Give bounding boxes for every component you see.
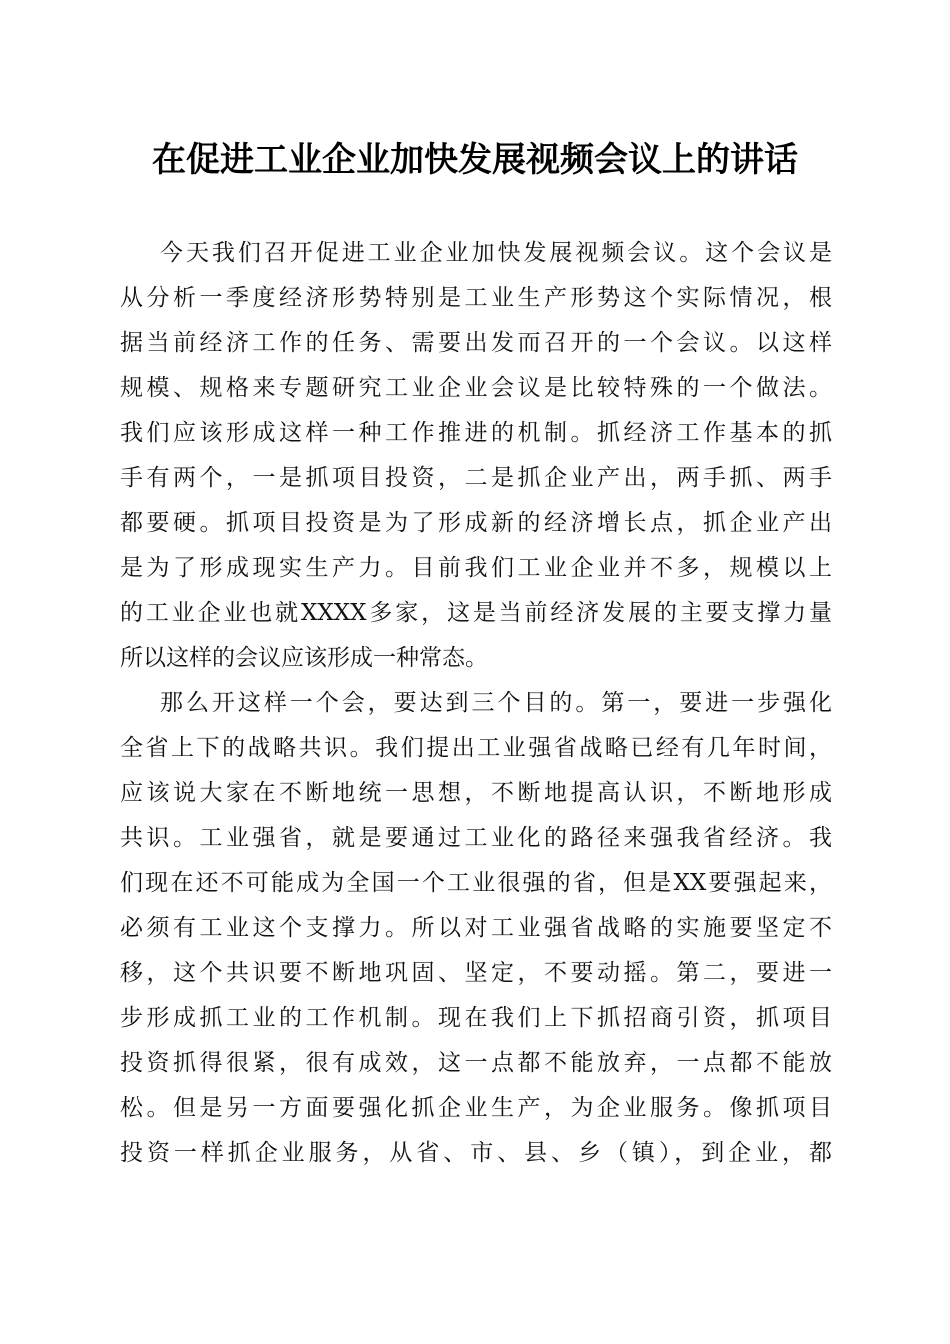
text-line: 我们应该形成这样一种工作推进的机制。抓经济工作基本的抓	[120, 420, 832, 446]
text-line: 的工业企业也就XXXX多家，这是当前经济发展的主要支撑力量	[120, 600, 832, 626]
text-line: 从分析一季度经济形势特别是工业生产形势这个实际情况，根	[120, 285, 832, 311]
text-line: 全省上下的战略共识。我们提出工业强省战略已经有几年时间，	[120, 735, 832, 761]
text-line: 移，这个共识要不断地巩固、坚定，不要动摇。第二，要进一	[120, 960, 832, 986]
paragraph-2	[120, 681, 832, 1176]
text-line: 们现在还不可能成为全国一个工业很强的省，但是XX要强起来，	[120, 870, 832, 896]
text-line: 投资抓得很紧，很有成效，这一点都不能放弃，一点都不能放	[120, 1050, 832, 1076]
paragraph-1	[120, 231, 832, 681]
text-line: 必须有工业这个支撑力。所以对工业强省战略的实施要坚定不	[120, 915, 832, 941]
document-title: 在促进工业企业加快发展视频会议上的讲话	[152, 140, 798, 180]
text-line: 据当前经济工作的任务、需要出发而召开的一个会议。以这样	[120, 330, 832, 356]
text-line: 松。但是另一方面要强化抓企业生产，为企业服务。像抓项目	[120, 1095, 832, 1121]
text-line: 所以这样的会议应该形成一种常态。	[120, 645, 488, 671]
document-body	[120, 231, 832, 1176]
text-line: 那么开这样一个会，要达到三个目的。第一，要进一步强化	[160, 690, 832, 716]
text-line: 共识。工业强省，就是要通过工业化的路径来强我省经济。我	[120, 825, 832, 851]
text-line: 步形成抓工业的工作机制。现在我们上下抓招商引资，抓项目	[120, 1005, 832, 1031]
text-line: 投资一样抓企业服务，从省、市、县、乡（镇），到企业，都	[120, 1140, 832, 1166]
text-line: 是为了形成现实生产力。目前我们工业企业并不多，规模以上	[120, 555, 832, 581]
text-line: 都要硬。抓项目投资是为了形成新的经济增长点，抓企业产出	[120, 510, 832, 536]
text-line: 今天我们召开促进工业企业加快发展视频会议。这个会议是	[160, 240, 832, 266]
text-line: 规模、规格来专题研究工业企业会议是比较特殊的一个做法。	[120, 375, 832, 401]
text-line: 手有两个，一是抓项目投资，二是抓企业产出，两手抓、两手	[120, 465, 832, 491]
text-line: 应该说大家在不断地统一思想，不断地提高认识，不断地形成	[120, 780, 832, 806]
